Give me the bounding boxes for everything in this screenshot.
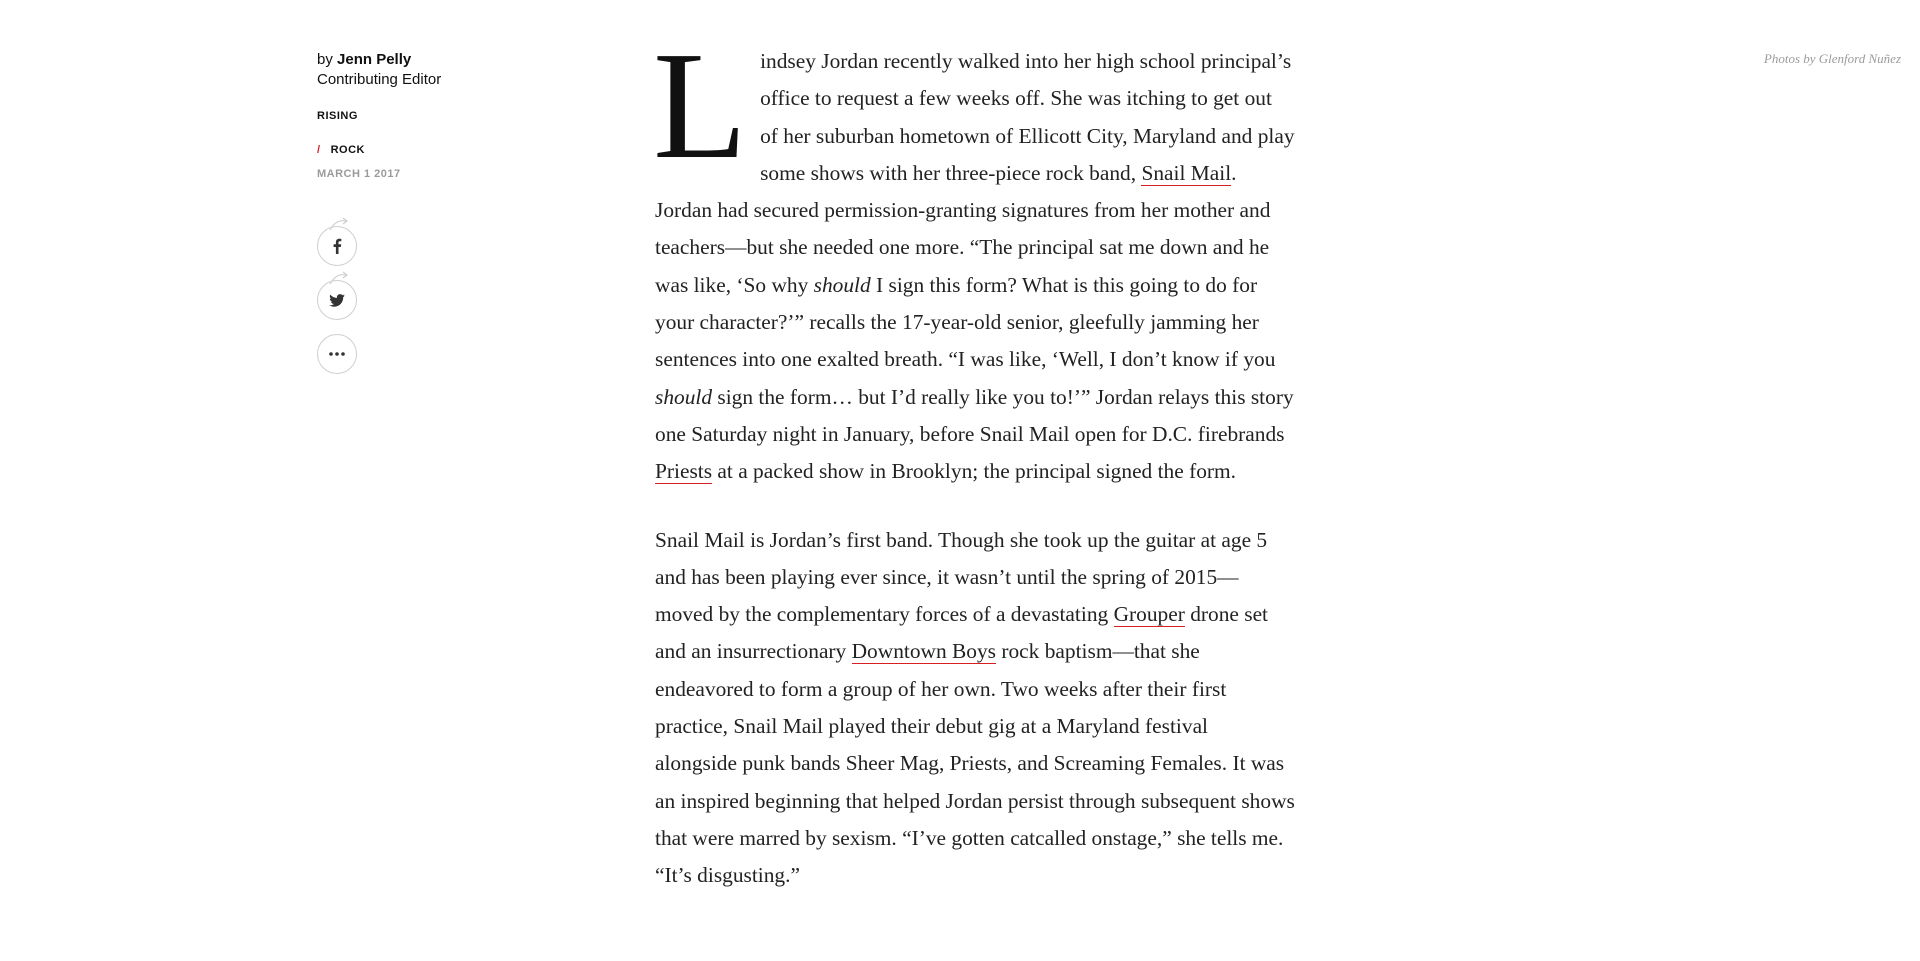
more-icon [329,352,345,356]
link-grouper[interactable]: Grouper [1113,602,1185,627]
share-twitter-button[interactable] [317,280,357,320]
author-role: Contributing Editor [317,71,442,88]
drop-cap: L [653,21,748,191]
paragraph-text: I sign this form? What is this going to do for your character?’” recalls the 17-year-old senior, gleefully jamming her sentences into one exalted breath. “I was like, ‘Well, I don’t know if you [655,272,1276,372]
genre-tag [317,144,577,156]
paragraph-text: . Jordan had secured permission-granting signatures from her mother and teachers—but she needed one more. “The principal sat me down and he was like, ‘So why [655,160,1271,297]
link-priests[interactable]: Priests [655,459,713,484]
genre-slash: / [317,144,321,156]
twitter-icon [329,294,345,307]
share-facebook-button[interactable] [317,226,357,266]
paragraph-text: at a packed show in Brooklyn; the principal signed the form. [712,459,1237,484]
link-snail-mail[interactable]: Snail Mail [1141,160,1232,185]
paragraph-text: rock baptism—that she endeavored to form a group of her own. Two weeks after their first practice, Snail Mail played their debut gig at a Maryland festival alongside punk bands Sheer Mag, Priests, and Screaming Females. It was an inspired beginning that helped Jordan persist through subsequent shows that were marred by sexism. “I’ve gotten catcalled onstage,” she tells me. “It’s disgusting.” [655,639,1295,888]
author-name[interactable]: Jenn Pelly [337,51,412,68]
photo-credit: Photos by Glenford Nuñez [1763,51,1901,66]
paragraph-text: indsey Jordan recently walked into her high school principal’s office to request a few weeks off. She was itching to get out of her suburban hometown of Ellicott City, Maryland and play some shows with her three-piece rock band, [760,49,1295,185]
link-downtown-boys[interactable]: Downtown Boys [851,639,997,664]
share-bar [317,226,577,374]
paragraph-text: sign the form… but I’d really like you to!’” Jordan relays this story one Saturday night in January, before Snail Mail open for D.C. firebrands [655,384,1294,446]
emphasis-text: should [655,384,713,409]
share-more-button[interactable] [317,334,357,374]
share-arrow-icon [328,271,350,285]
category-link[interactable]: RISING [317,110,358,122]
facebook-icon [332,238,342,254]
article-meta [317,50,577,388]
paragraph-text: drone set and an insurrectionary [655,602,1269,664]
byline-by: by [317,51,333,68]
emphasis-text: should [813,272,871,297]
paragraph-1 [653,21,1295,491]
publish-date: MARCH 1 2017 [317,168,401,180]
genre-link[interactable]: ROCK [330,144,365,156]
article-body [653,21,1295,926]
paragraph-2 [655,522,1295,895]
share-arrow-icon [328,217,350,231]
byline [317,50,577,70]
paragraph-text: Snail Mail is Jordan’s first band. Though she took up the guitar at age 5 and has been playing ever since, it wasn’t until the spring of 2015—moved by the complementary forces of a devastating [655,527,1268,627]
